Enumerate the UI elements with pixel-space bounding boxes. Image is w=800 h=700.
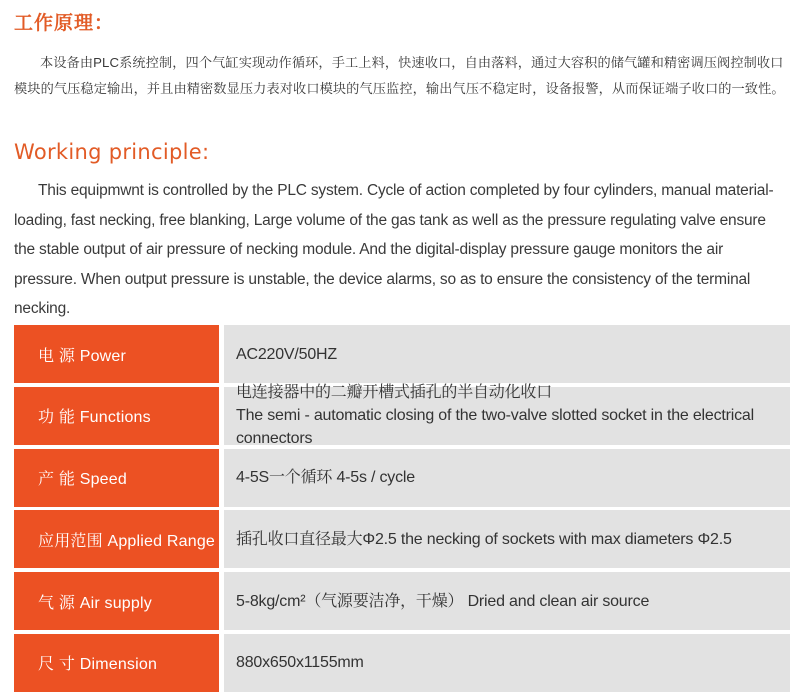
heading-chinese: 工作原理： — [14, 12, 115, 34]
spec-value-line: 电连接器中的二瓣开槽式插孔的半自动化收口 — [236, 384, 553, 402]
spec-value — [224, 634, 790, 692]
spec-table — [14, 325, 790, 696]
spec-value — [224, 384, 790, 448]
paragraph-chinese: 本设备由PLC系统控制，四个气缸实现动作循环，手工上料，快速收口，自由落料，通过大容积的储气罐和精密调压阀控制收口模块的气压稳定输出，并且由精密数显压力表对收口模块的气压监控，输出气压不稳定时，设备报警，从而保证端子收口的一致性。 — [14, 55, 785, 96]
heading-english: Working principle: — [14, 140, 210, 164]
spec-row-air-supply — [14, 572, 790, 630]
spec-value-line-2: The semi - automatic closing of the two-valve slotted socket in the electrical connectors — [236, 407, 754, 448]
spec-value-line: 插孔收口直径最大Φ2.5 the necking of sockets with max diameters Φ2.5 — [236, 530, 732, 548]
spec-row-power — [14, 325, 790, 383]
spec-value-line: 4-5S一个循环 4-5s / cycle — [236, 469, 415, 487]
spec-label: 尺 寸 Dimension — [14, 634, 219, 692]
paragraph-english: This equipmwnt is controlled by the PLC system. Cycle of action completed by four cylinders, manual material-loading, fast necking, free blanking, Large volume of the gas tank as well as the pressure regulating valve ensure the stable output of air pressure of necking module. And the digital-display pressure gauge monitors the air pressure. When output pressure is unstable, the device alarms, so as to ensure the consistency of the terminal necking. — [14, 182, 774, 317]
spec-value — [224, 510, 790, 568]
spec-label: 产 能 Speed — [14, 449, 219, 507]
spec-value-line: 880x650x1155mm — [236, 654, 364, 672]
spec-row-dimension — [14, 634, 790, 692]
spec-row-functions — [14, 384, 790, 448]
spec-label: 电 源 Power — [14, 325, 219, 383]
spec-row-speed — [14, 449, 790, 507]
spec-value-line: AC220V/50HZ — [236, 345, 337, 363]
spec-value — [224, 572, 790, 630]
spec-label: 功 能 Functions — [14, 387, 219, 445]
spec-label: 应用范围 Applied Range — [14, 510, 219, 568]
spec-label: 气 源 Air supply — [14, 572, 219, 630]
spec-row-applied-range — [14, 510, 790, 568]
spec-value — [224, 449, 790, 507]
spec-value — [224, 325, 790, 383]
spec-value-line: 5-8kg/cm²（气源要洁净，干燥） Dried and clean air source — [236, 592, 650, 610]
